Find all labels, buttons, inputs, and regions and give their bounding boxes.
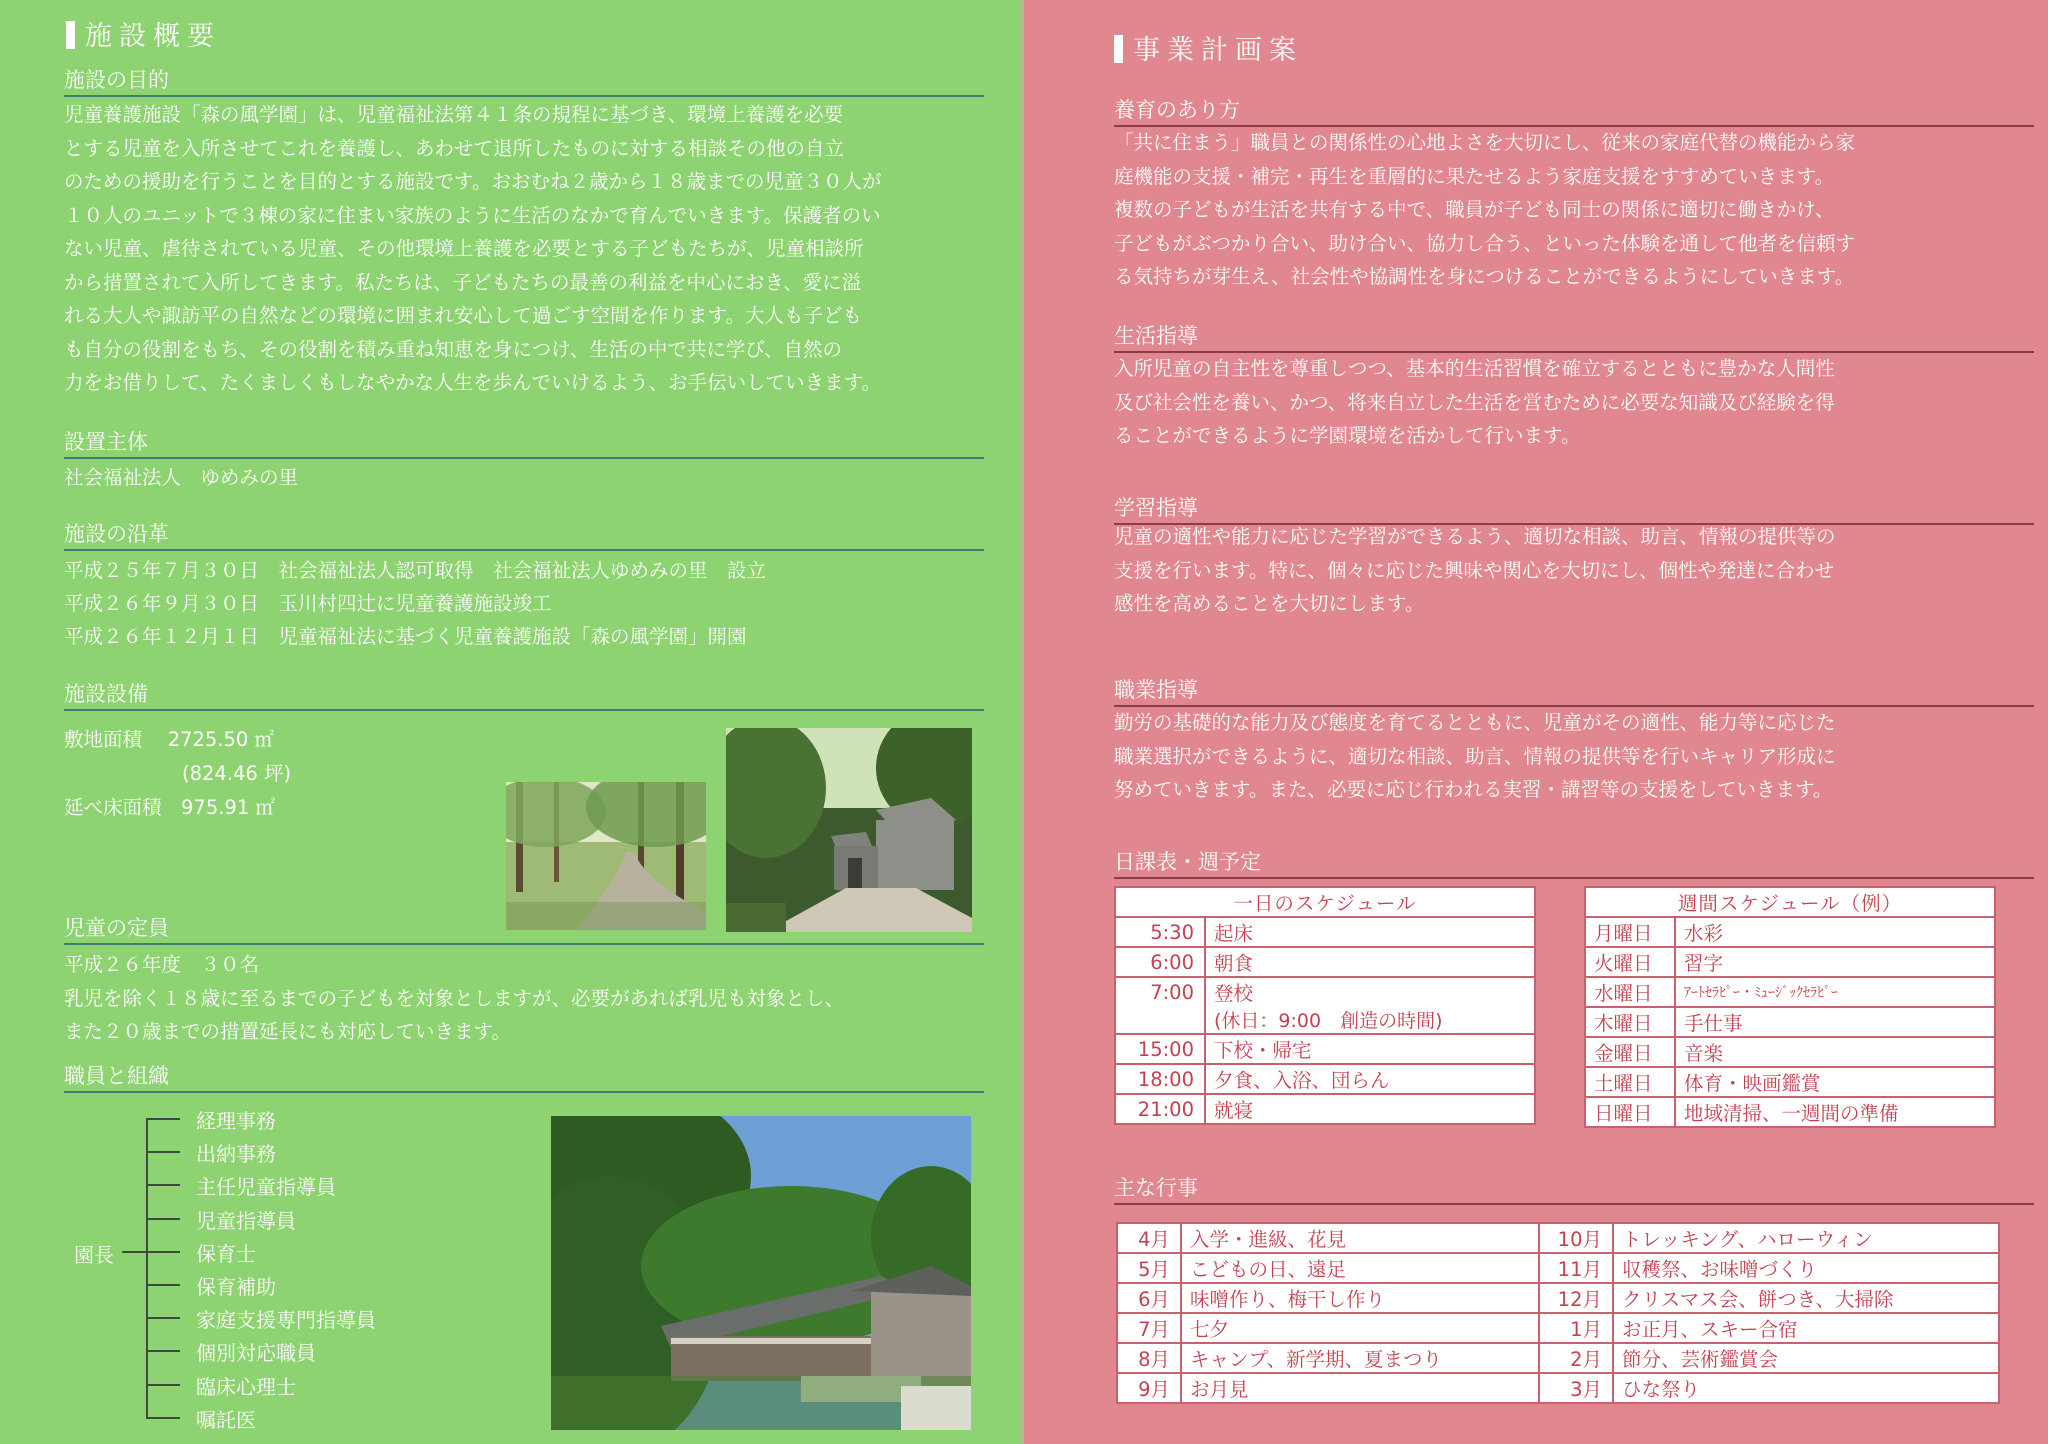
daily-schedule-table <box>1114 886 1536 1125</box>
section-heading-purpose: 施設の目的 <box>64 64 984 97</box>
building-image <box>726 728 972 932</box>
org-role: 嘱託医 <box>196 1407 256 1432</box>
table-row: 9月 お月見 3月 ひな祭り <box>1117 1373 1999 1403</box>
history-text: 平成２５年７月３０日 社会福祉法人認可取得 社会福祉法人ゆめみの里 設立 平成２６年９月３０日 玉川村四辻に児童養護施設竣工 平成２６年１２月１日 児童福祉法に基づく児童養護施設「森の風学園」開園 <box>64 559 767 648</box>
org-branch-line <box>146 1350 180 1352</box>
org-role: 臨床心理士 <box>196 1374 296 1399</box>
table-row: 5:30 起床 <box>1115 917 1535 947</box>
section-heading-founder: 設置主体 <box>64 426 984 459</box>
org-branch-line <box>146 1151 180 1153</box>
table-row: 6:00 朝食 <box>1115 947 1535 977</box>
page-title-business-plan: 事業計画案 <box>1114 28 1303 67</box>
table-row: (休日：9:00 創造の時間) <box>1115 1006 1535 1034</box>
org-role: 児童指導員 <box>196 1208 296 1233</box>
daily-schedule-header: 一日のスケジュール <box>1115 887 1535 917</box>
weekly-schedule-table <box>1584 886 1996 1128</box>
org-branch-line <box>146 1184 180 1186</box>
floor-area: 延べ床面積 975.91 ㎡ <box>64 796 275 819</box>
table-row: 木曜日 手仕事 <box>1585 1007 1995 1037</box>
section-heading-upbringing: 養育のあり方 <box>1114 94 2034 127</box>
org-branch-line <box>146 1118 180 1120</box>
org-role: 個別対応職員 <box>196 1341 316 1366</box>
table-row: 4月 入学・進級、花見 10月 トレッキング、ハローウィン <box>1117 1223 1999 1253</box>
table-row: 7月 七夕 1月 お正月、スキー合宿 <box>1117 1313 1999 1343</box>
table-row: 7:00 登校 <box>1115 977 1535 1006</box>
table-row: 5月 こどもの日、遠足 11月 収穫祭、お味噌づくり <box>1117 1253 1999 1283</box>
life-text: 入所児童の自主性を尊重しつつ、基本的生活習慣を確立するとともに豊かな人間性 及び社会性を養い、かつ、将来自立した生活を営むために必要な知識及び経験を得 ることができるように学園環境を活かして行います。 <box>1114 357 1835 447</box>
table-row: 15:00 下校・帰宅 <box>1115 1034 1535 1064</box>
title-bar <box>66 21 75 49</box>
forest-path-photo <box>506 782 706 930</box>
org-role: 経理事務 <box>196 1109 276 1133</box>
org-branch-line <box>146 1317 180 1319</box>
table-row: 6月 味噌作り、梅干し作り 12月 クリスマス会、餅つき、大掃除 <box>1117 1283 1999 1313</box>
org-branch-line <box>146 1417 180 1419</box>
section-heading-events: 主な行事 <box>1114 1172 2034 1205</box>
upbringing-text: 「共に住まう」職員との関係性の心地よさを大切にし、従来の家庭代替の機能から家 庭機能の支援・補完・再生を重層的に果たせるよう家庭支援をすすめていきます。 複数の子どもが生活を共有する中で、職員が子ども同士の関係に適切に働きかけ、 子どもがぶつかり合い、助け合い、協力し合う、といった体験を通して他者を信頼す る気持ちが芽生え、社会性や協調性を身につけることができるようにしていきます。 <box>1114 131 1856 288</box>
table-row: 水曜日 ｱｰﾄｾﾗﾋﾟｰ・ﾐｭｰｼﾞｯｸｾﾗﾋﾟｰ <box>1585 977 1995 1007</box>
org-role: 保育士 <box>196 1241 256 1266</box>
events-table <box>1116 1222 2000 1404</box>
org-branch-line <box>146 1218 180 1220</box>
section-heading-study: 学習指導 <box>1114 492 2034 525</box>
table-row: 土曜日 体育・映画鑑賞 <box>1585 1067 1995 1097</box>
org-role: 出納事務 <box>196 1142 276 1167</box>
section-heading-schedule: 日課表・週予定 <box>1114 846 2034 879</box>
founder-text: 社会福祉法人 ゆめみの里 <box>64 466 299 489</box>
right-page <box>1024 0 2048 1444</box>
weekly-schedule-header: 週間スケジュール（例） <box>1585 887 1995 917</box>
site-area-tsubo: (824.46 坪) <box>182 762 292 785</box>
table-row: 月曜日 水彩 <box>1585 917 1995 947</box>
campus-image <box>551 1116 971 1430</box>
org-role: 家庭支援専門指導員 <box>196 1308 376 1333</box>
org-role: 保育補助 <box>196 1275 276 1299</box>
org-branch-line <box>146 1251 180 1253</box>
org-role: 主任児童指導員 <box>196 1175 336 1200</box>
org-trunk <box>146 1118 148 1418</box>
table-row: 8月 キャンプ、新学期、夏まつり 2月 節分、芸術鑑賞会 <box>1117 1343 1999 1373</box>
section-heading-history: 施設の沿革 <box>64 518 984 551</box>
table-row: 18:00 夕食、入浴、団らん <box>1115 1064 1535 1094</box>
section-heading-staff: 職員と組織 <box>64 1060 984 1093</box>
site-area: 敷地面積 2725.50 ㎡ <box>64 728 275 751</box>
section-heading-life: 生活指導 <box>1114 320 2034 353</box>
title-bar <box>1114 35 1123 63</box>
study-text: 児童の適性や能力に応じた学習ができるよう、適切な相談、助言、情報の提供等の 支援を行います。特に、個々に応じた興味や関心を大切にし、個性や発達に合わせ 感性を高めることを大切にします。 <box>1114 525 1836 615</box>
org-root-director: 園長 <box>74 1243 114 1267</box>
career-text: 勤労の基礎的な能力及び態度を育てるとともに、児童がその適性、能力等に応じた 職業選択ができるように、適切な相談、助言、情報の提供等を行いキャリア形成に 努めていきます。また、必要に応じ行われる実習・講習等の支援をしていきます。 <box>1114 711 1836 801</box>
org-branch-line <box>146 1284 180 1286</box>
org-connector <box>122 1251 146 1253</box>
purpose-text: 児童養護施設「森の風学園」は、児童福祉法第４１条の規程に基づき、環境上養護を必要 とする児童を入所させてこれを養護し、あわせて退所したものに対する相談その他の自立 のための援助を行うことを目的とする施設です。おおむね２歳から１８歳までの児童３０人が １０人のユニットで３棟の家に住まい家族のように生活のなかで育んでいきます。保護者のい ない児童、虐待されている児童、その他環境上養護を必要とする子どもたちが、児童相談所 から措置されて入所してきます。私たちは、子どもたちの最善の利益を中心におき、愛に溢 れる大人や諏訪平の自然などの環境に囲まれ安心して過ごす空間を作ります。大人も子ども も自分の役割をもち、その役割を積み重ね知恵を身につけ、生活の中で共に学び、自然の 力をお借りして、たくましくもしなやかな人生を歩んでいけるよう、お手伝いしていきます。 <box>64 103 882 394</box>
table-row: 日曜日 地域清掃、一週間の準備 <box>1585 1097 1995 1127</box>
page-title-facility-overview: 施設概要 <box>66 14 221 53</box>
org-branch-line <box>146 1384 180 1386</box>
section-heading-career: 職業指導 <box>1114 674 2034 707</box>
section-heading-capacity: 児童の定員 <box>64 912 984 945</box>
forest-path-image <box>506 782 706 930</box>
section-heading-facilities: 施設設備 <box>64 678 984 711</box>
table-row: 火曜日 習字 <box>1585 947 1995 977</box>
table-row: 金曜日 音楽 <box>1585 1037 1995 1067</box>
table-row: 21:00 就寝 <box>1115 1094 1535 1124</box>
building-photo <box>726 728 972 932</box>
capacity-text: 平成２６年度 ３０名 乳児を除く１８歳に至るまでの子どもを対象としますが、必要があれば乳児も対象とし、 また２０歳までの措置延長にも対応していきます。 <box>64 953 845 1043</box>
campus-photo <box>551 1116 971 1430</box>
